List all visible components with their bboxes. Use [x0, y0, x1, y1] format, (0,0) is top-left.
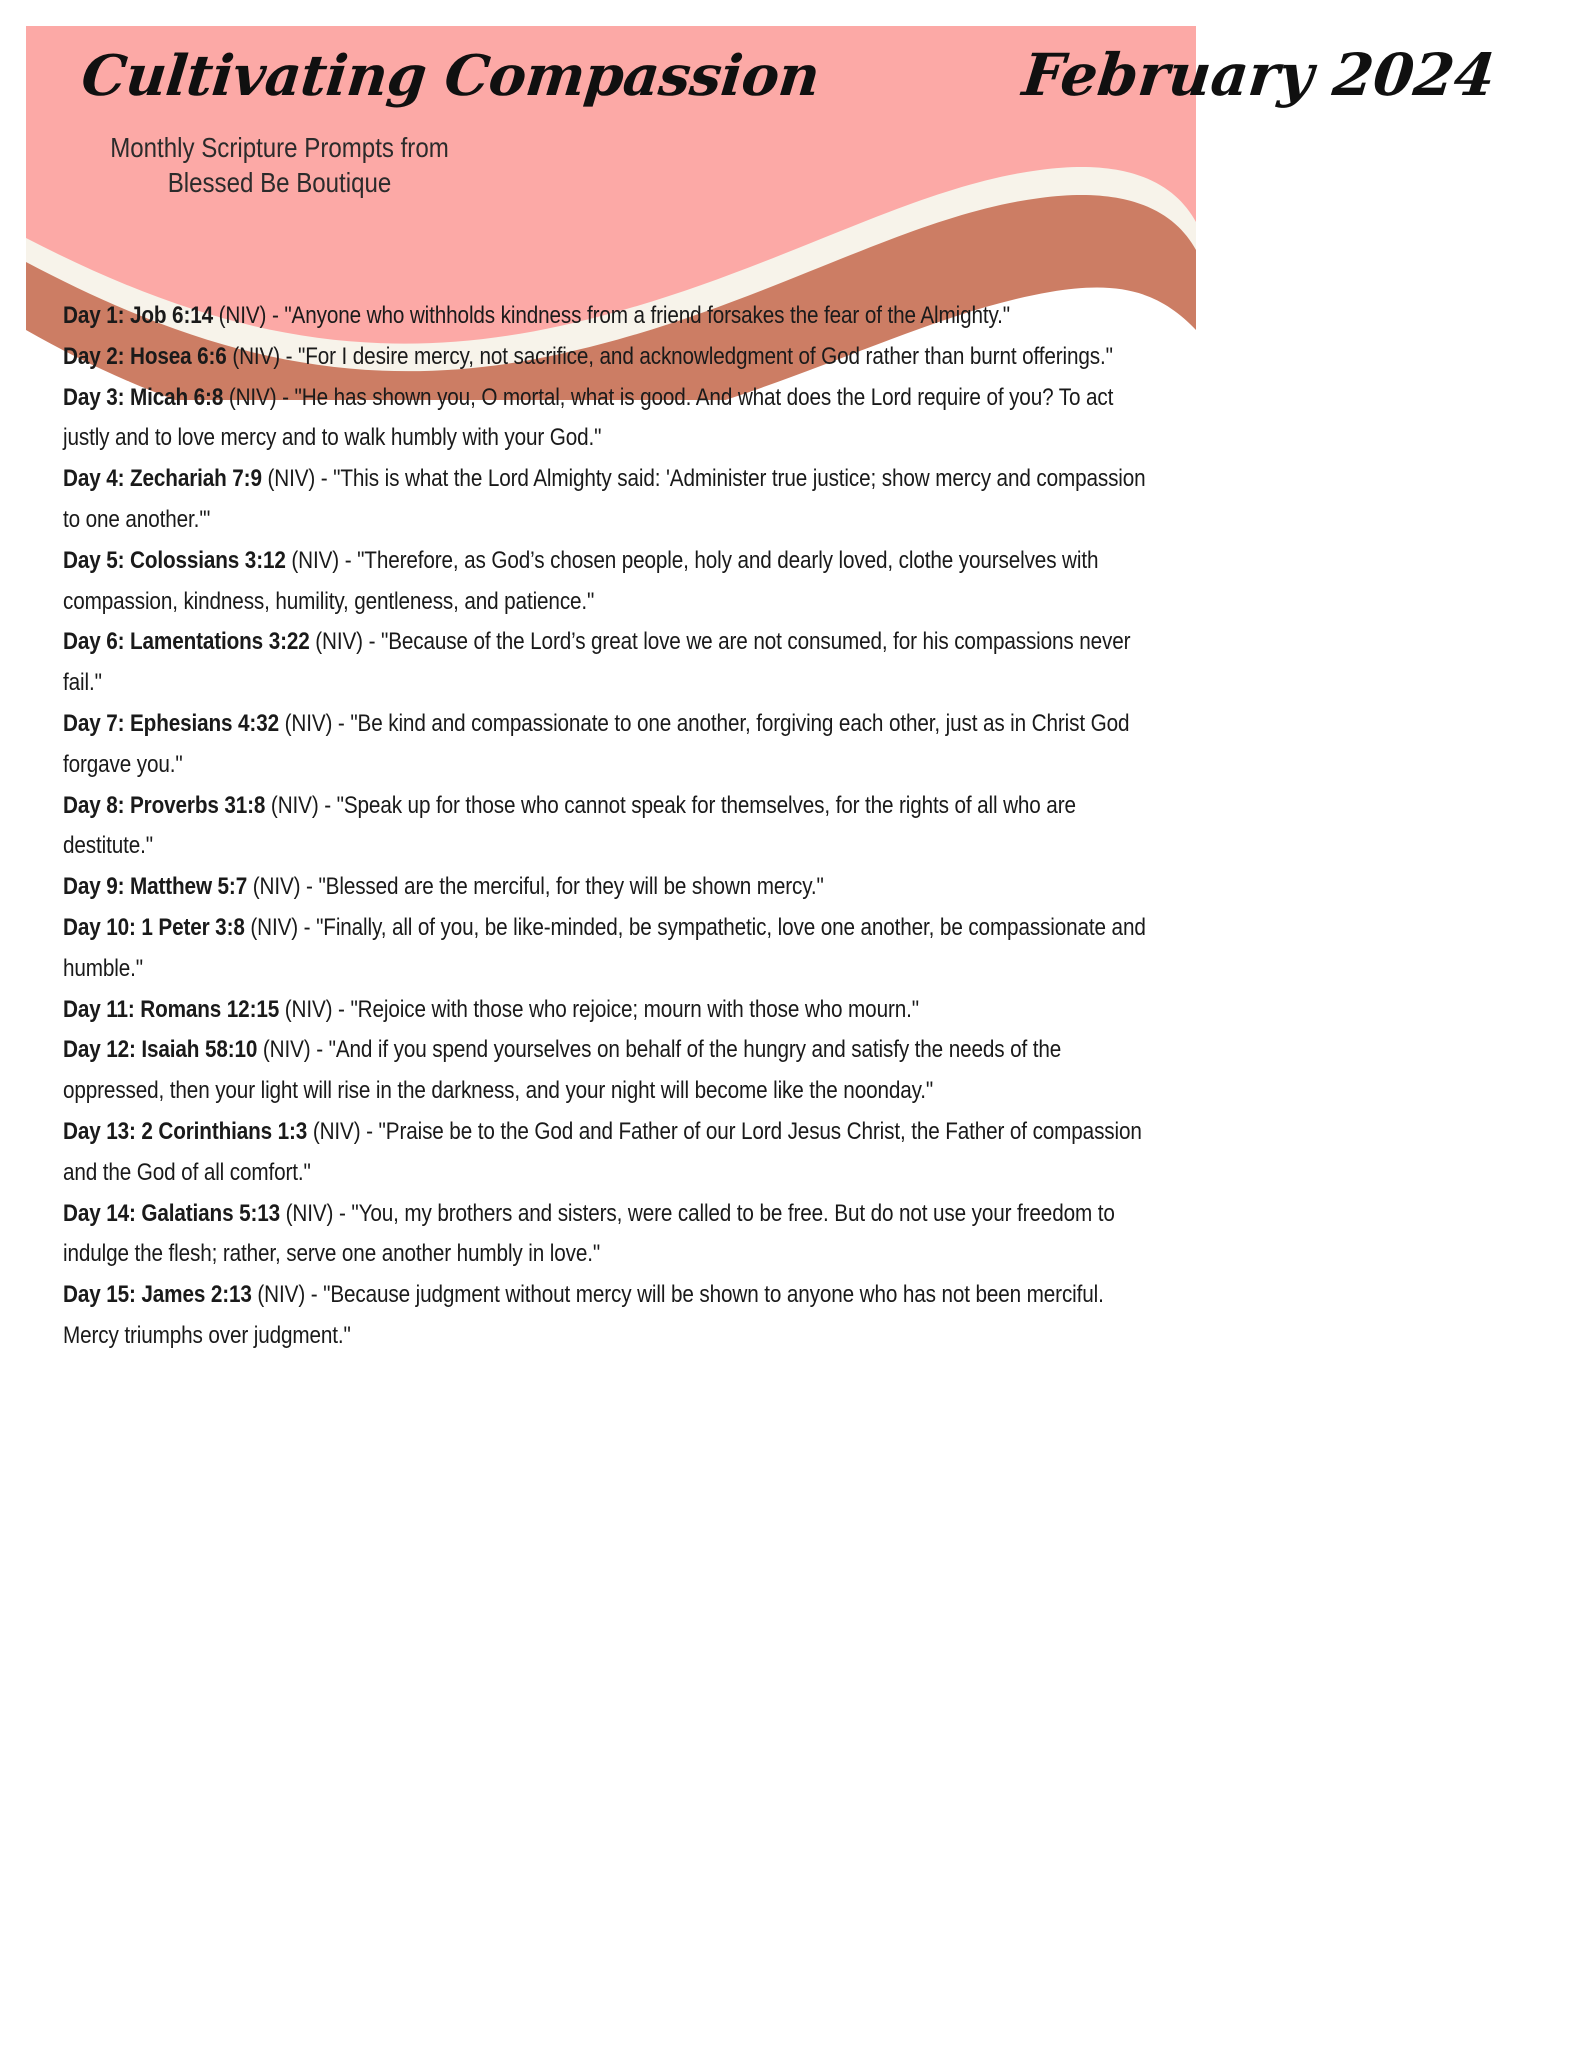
- scripture-entry: [63, 990, 1163, 1031]
- scripture-reference: Day 2: Hosea 6:6: [63, 342, 227, 370]
- scripture-entry: [63, 296, 1163, 337]
- subtitle-line-1: Monthly Scripture Prompts from: [110, 132, 449, 163]
- scripture-reference: Day 15: James 2:13: [63, 1281, 252, 1309]
- scripture-version: (NIV): [267, 465, 316, 493]
- scripture-version: (NIV): [228, 383, 277, 411]
- scripture-reference: Day 8: Proverbs 31:8: [63, 791, 266, 819]
- scripture-quote: - "He has shown you, O mortal, what is good. And what does the Lord require of you? To act justly and to love mercy and to walk humbly with your God.": [63, 383, 1114, 452]
- scripture-quote: - "You, my brothers and sisters, were called to be free. But do not use your freedom to indulge the flesh; rather, serve one another humbly in love.": [63, 1199, 1115, 1268]
- scripture-list: [63, 296, 1163, 1357]
- scripture-version: (NIV): [284, 709, 333, 737]
- scripture-entry: [63, 867, 1163, 908]
- scripture-version: (NIV): [250, 913, 299, 941]
- scripture-version: (NIV): [315, 628, 363, 656]
- scripture-quote: - "Anyone who withholds kindness from a friend forsakes the fear of the Almighty.": [271, 302, 1011, 329]
- scripture-version: (NIV): [257, 1281, 306, 1309]
- scripture-quote: - "Rejoice with those who rejoice; mourn with those who mourn.": [338, 995, 919, 1023]
- scripture-version: (NIV): [312, 1117, 361, 1145]
- scripture-quote: - "Speak up for those who cannot speak for themselves, for the rights of all who are destitute.": [63, 791, 1076, 860]
- scripture-entry: [63, 541, 1163, 623]
- scripture-version: (NIV): [291, 546, 340, 574]
- scripture-quote: - "Because of the Lord’s great love we are not consumed, for his compassions never fail.": [63, 628, 1131, 697]
- scripture-quote: - "Praise be to the God and Father of our Lord Jesus Christ, the Father of compassion and the God of all comfort.": [63, 1117, 1142, 1186]
- scripture-entry: [63, 908, 1163, 990]
- scripture-entry: [63, 378, 1163, 460]
- scripture-reference: Day 1: Job 6:14: [63, 302, 213, 329]
- scripture-quote: - "This is what the Lord Almighty said: 'Administer true justice; show mercy and compassion to one another.'": [63, 465, 1146, 533]
- scripture-quote: - "Be kind and compassionate to one another, forgiving each other, just as in Christ God forgave you.": [63, 709, 1130, 778]
- scripture-quote: - "Blessed are the merciful, for they will be shown mercy.": [306, 873, 824, 901]
- scripture-reference: Day 11: Romans 12:15: [63, 995, 280, 1023]
- scripture-version: (NIV): [252, 873, 301, 901]
- scripture-quote: - "Finally, all of you, be like-minded, be sympathetic, love one another, be compassionate and humble.": [63, 913, 1146, 982]
- scripture-entry: [63, 1194, 1163, 1276]
- scripture-reference: Day 7: Ephesians 4:32: [63, 709, 279, 737]
- scripture-version: (NIV): [232, 342, 280, 370]
- scripture-version: (NIV): [284, 995, 333, 1023]
- scripture-quote: - "Because judgment without mercy will be shown to anyone who has not been merciful. Mercy triumphs over judgment.": [63, 1281, 1104, 1349]
- scripture-reference: Day 6: Lamentations 3:22: [63, 628, 310, 656]
- scripture-reference: Day 13: 2 Corinthians 1:3: [63, 1117, 308, 1145]
- scripture-reference: Day 4: Zechariah 7:9: [63, 465, 262, 493]
- scripture-entry: [63, 337, 1163, 378]
- scripture-quote: - "Therefore, as God’s chosen people, holy and dearly loved, clothe yourselves with compassion, kindness, humility, gentleness, and patience.": [63, 546, 1099, 615]
- scripture-reference: Day 3: Micah 6:8: [63, 383, 224, 411]
- scripture-entry: [63, 1112, 1163, 1194]
- scripture-entry: [63, 1275, 1163, 1357]
- scripture-entry: [63, 704, 1163, 786]
- page-title: Cultivating Compassion: [78, 43, 823, 109]
- scripture-version: (NIV): [262, 1036, 311, 1064]
- scripture-version: (NIV): [270, 791, 319, 819]
- subtitle-line-2: Blessed Be Boutique: [167, 167, 392, 198]
- scripture-entry: [63, 786, 1163, 868]
- scripture-reference: Day 12: Isaiah 58:10: [63, 1036, 258, 1064]
- scripture-entry: [63, 1030, 1163, 1112]
- scripture-entry: [63, 459, 1163, 541]
- scripture-reference: Day 9: Matthew 5:7: [63, 873, 248, 901]
- scripture-quote: - "And if you spend yourselves on behalf of the hungry and satisfy the needs of the oppressed, then your light will rise in the darkness, and your night will become like the noonday.": [63, 1036, 1062, 1105]
- scripture-reference: Day 10: 1 Peter 3:8: [63, 913, 245, 941]
- scripture-version: (NIV): [285, 1199, 334, 1227]
- month-label: February 2024: [1019, 41, 1499, 109]
- scripture-version: (NIV): [218, 302, 267, 329]
- scripture-entry: [63, 622, 1163, 704]
- scripture-reference: Day 5: Colossians 3:12: [63, 546, 286, 574]
- scripture-quote: - "For I desire mercy, not sacrifice, and acknowledgment of God rather than burnt offerings.": [285, 342, 1113, 370]
- scripture-reference: Day 14: Galatians 5:13: [63, 1199, 281, 1227]
